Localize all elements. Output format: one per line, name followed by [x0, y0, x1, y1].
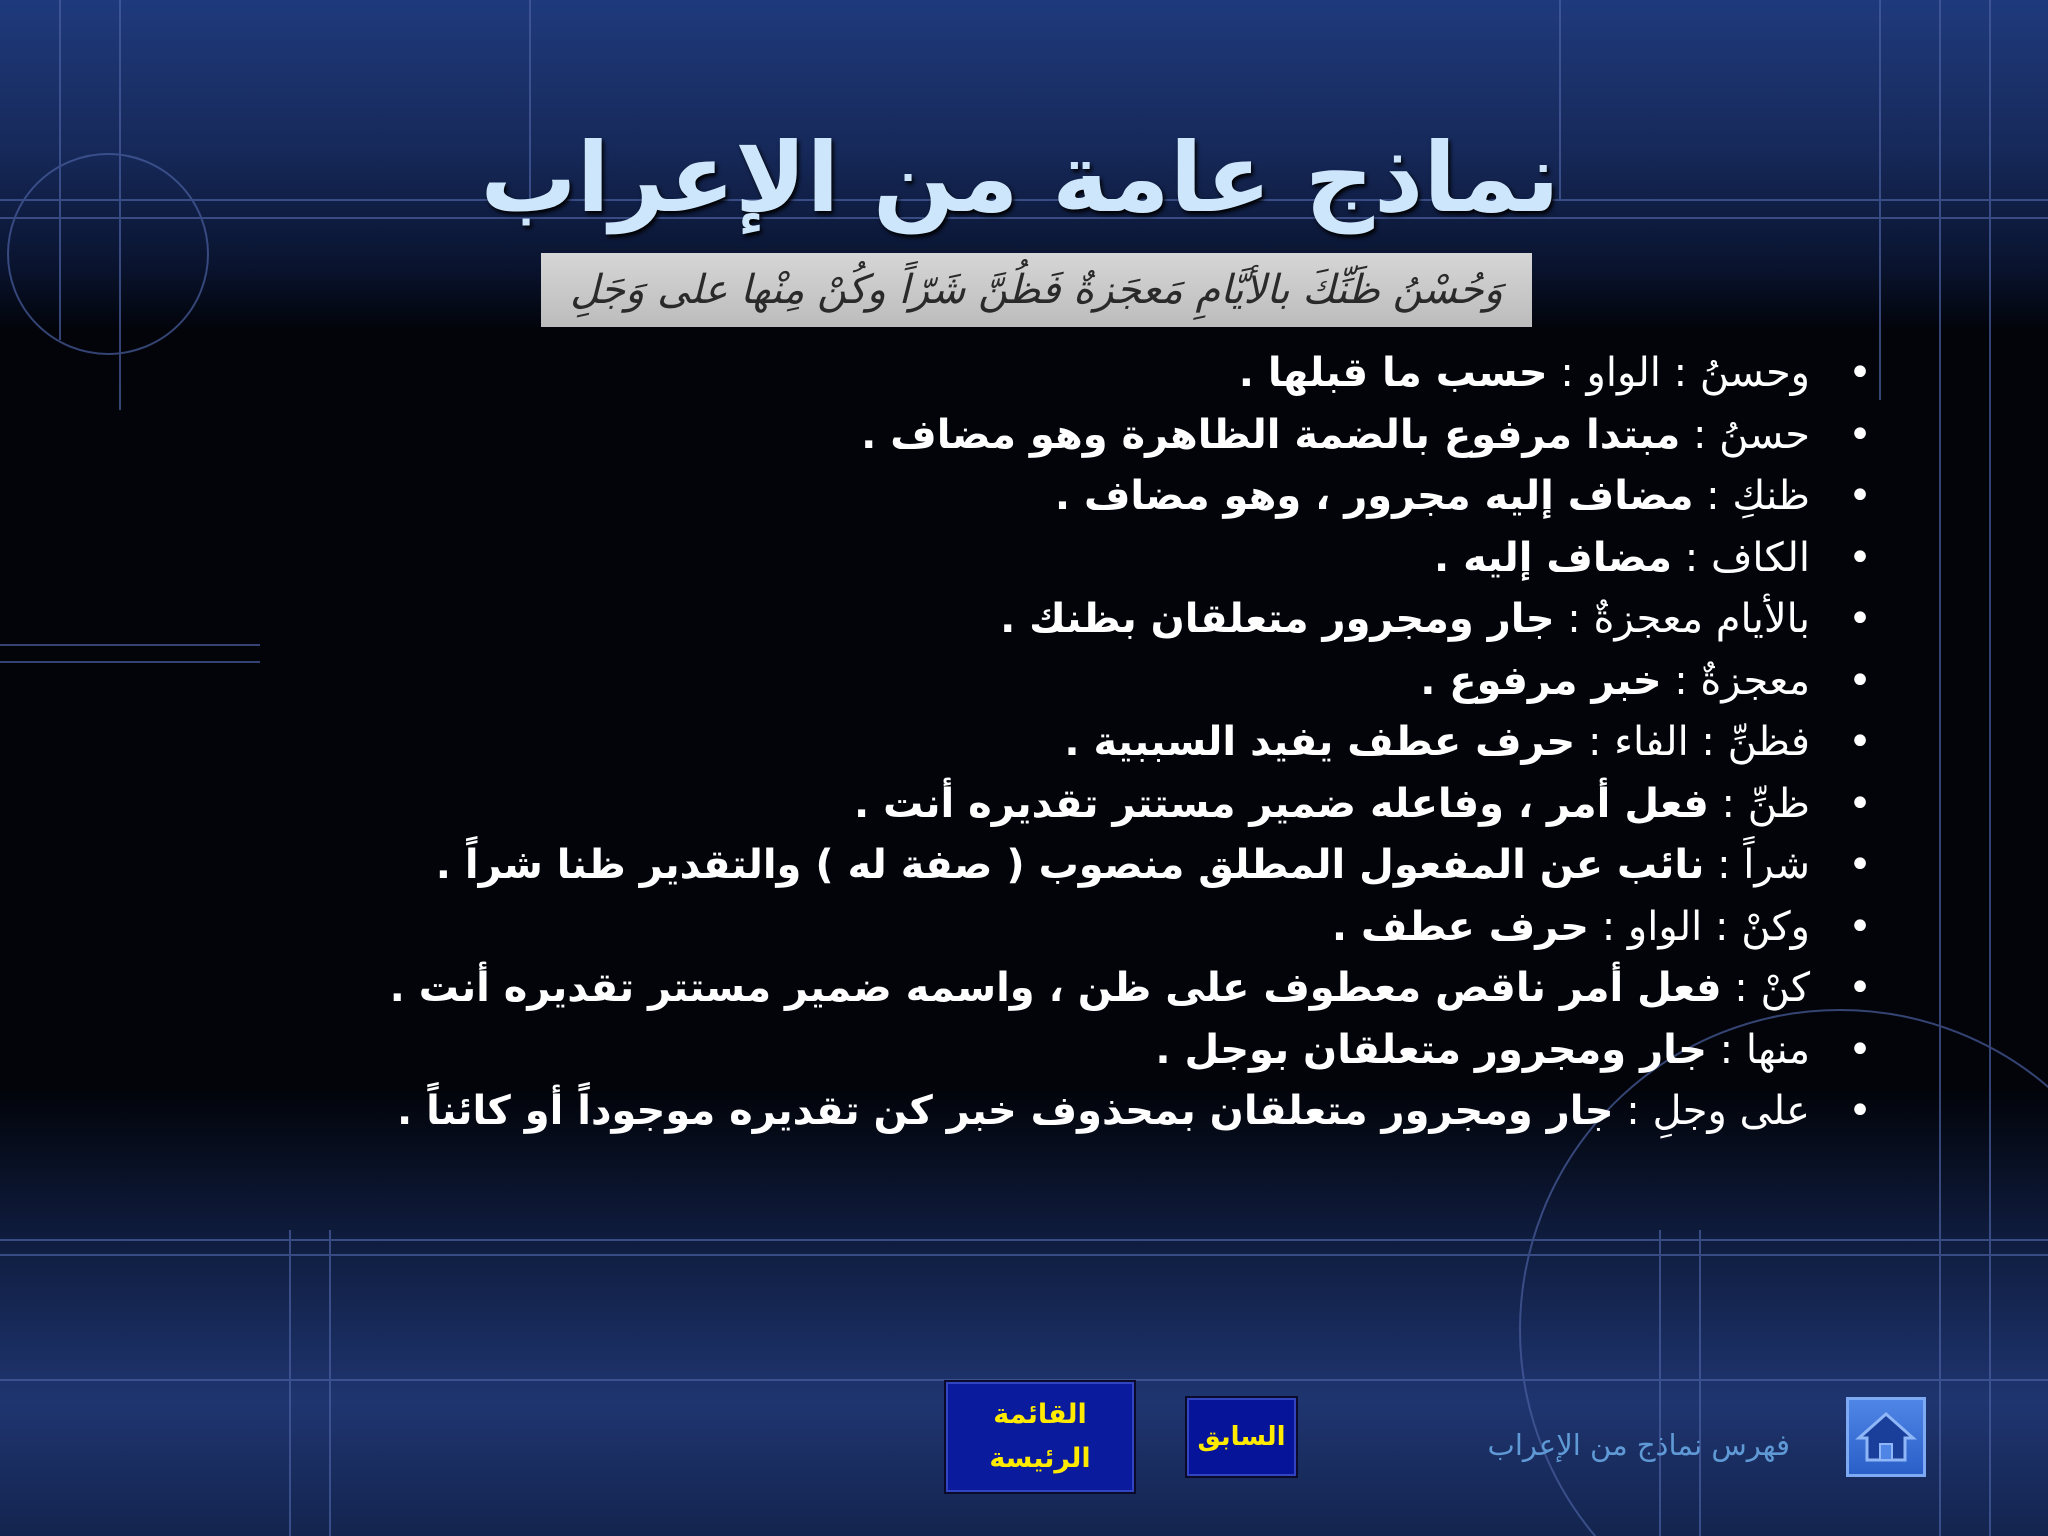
parsed-term: وحسنُ : الواو :: [1547, 350, 1810, 396]
parsed-term: وكنْ : الواو :: [1588, 903, 1810, 950]
home-button[interactable]: [1846, 1397, 1926, 1477]
parsing-description: مبتدا مرفوع بالضمة الظاهرة وهو مضاف .: [861, 411, 1681, 458]
bullet-icon: •: [1848, 965, 1872, 1011]
parsed-term: الكاف :: [1672, 534, 1810, 581]
poetry-verse-image: وَحُسْنُ ظَنِّكَ بالأيَّامِ مَعجَزةٌ فَظُنَّ شَرّاً وكُنْ مِنْها على وَجَلِ: [541, 253, 1532, 327]
parsed-term: على وجلِ :: [1613, 1088, 1810, 1134]
previous-button[interactable]: [1185, 1396, 1298, 1478]
list-item: [140, 897, 1880, 959]
bullet-icon: •: [1848, 780, 1872, 827]
slide-title: نماذج عامة من الإعراب: [480, 122, 1560, 234]
list-item: [140, 466, 1880, 528]
bullet-icon: •: [1848, 842, 1872, 888]
parsing-description: مضاف إليه .: [1434, 534, 1673, 581]
parsed-term: ظنِّ :: [1708, 780, 1810, 827]
list-item: [140, 589, 1880, 651]
parsed-term: شراً :: [1704, 842, 1810, 888]
home-icon: [1849, 1400, 1923, 1474]
parsed-term: معجزةٌ :: [1661, 657, 1810, 704]
parsing-description: نائب عن المفعول المطلق منصوب ( صفة له ) والتقدير ظنا شراً .: [435, 842, 1705, 888]
parsing-description: جار ومجرور متعلقان بظنك .: [1000, 596, 1555, 642]
parsed-term: حسنُ :: [1680, 411, 1810, 458]
parsing-description: جار ومجرور متعلقان بوجل .: [1155, 1026, 1707, 1073]
main-menu-button[interactable]: [944, 1380, 1136, 1494]
main-menu-label-line1: القائمة: [993, 1399, 1087, 1430]
parsing-description: حرف عطف .: [1331, 903, 1589, 950]
list-item: [140, 774, 1880, 836]
parsing-description: حسب ما قبلها .: [1238, 350, 1548, 396]
list-item: [140, 1020, 1880, 1082]
parsed-term: منها :: [1706, 1026, 1810, 1073]
list-item: [140, 528, 1880, 590]
parsing-description: حرف عطف يفيد السببية .: [1064, 719, 1576, 765]
parsed-term: بالأيام معجزةٌ :: [1554, 596, 1810, 642]
bullet-icon: •: [1848, 1026, 1872, 1073]
list-item: [140, 343, 1880, 405]
list-item: [140, 651, 1880, 713]
main-menu-label-line2: الرئيسة: [989, 1443, 1091, 1474]
parsing-description: خبر مرفوع .: [1420, 657, 1662, 704]
bullet-icon: •: [1848, 473, 1872, 519]
list-item: [140, 405, 1880, 467]
parsed-term: فظنِّ : الفاء :: [1575, 719, 1810, 765]
list-item: [140, 712, 1880, 774]
list-item: [140, 1081, 1880, 1143]
parsing-description: مضاف إليه مجرور ، وهو مضاف .: [1054, 473, 1694, 519]
bullet-icon: •: [1848, 903, 1872, 950]
index-link[interactable]: فهرس نماذج من الإعراب: [1487, 1428, 1790, 1462]
bullet-icon: •: [1848, 719, 1872, 765]
bullet-icon: •: [1848, 596, 1872, 642]
parsed-term: ظنكِ :: [1693, 473, 1810, 519]
list-item: [140, 958, 1880, 1020]
bullet-icon: •: [1848, 534, 1872, 581]
bullet-icon: •: [1848, 411, 1872, 458]
bullet-icon: •: [1848, 657, 1872, 704]
parsing-description: فعل أمر ، وفاعله ضمير مستتر تقديره أنت .: [853, 780, 1709, 827]
bullet-icon: •: [1848, 350, 1872, 396]
parsing-description: فعل أمر ناقص معطوف على ظن ، واسمه ضمير مستتر تقديره أنت .: [389, 965, 1722, 1011]
parsing-list: [140, 343, 1880, 1143]
list-item: [140, 835, 1880, 897]
parsing-description: جار ومجرور متعلقان بمحذوف خبر كن تقديره موجوداً أو كائناً .: [397, 1088, 1614, 1134]
bullet-icon: •: [1848, 1088, 1872, 1134]
parsed-term: كنْ :: [1721, 965, 1810, 1011]
previous-label: السابق: [1197, 1422, 1286, 1452]
